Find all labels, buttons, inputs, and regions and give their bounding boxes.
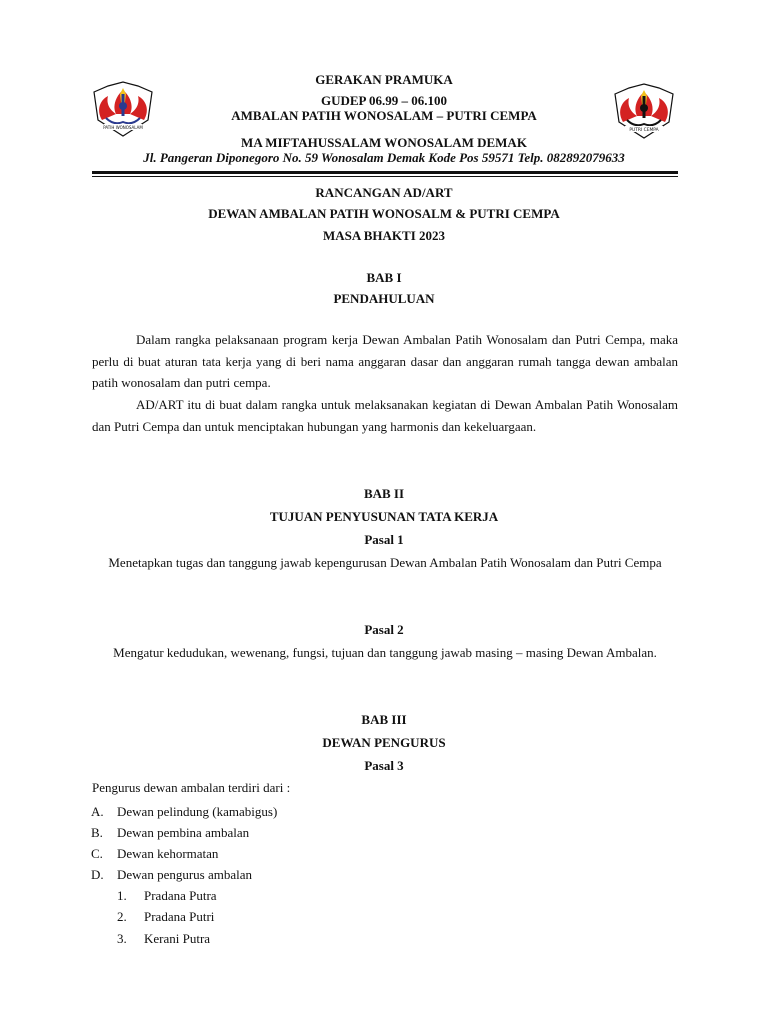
list-text: Dewan pengurus ambalan	[117, 867, 253, 882]
pasal1-text: Menetapkan tugas dan tanggung jawab kepengurusan Dewan Ambalan Patih Wonosalam dan Putri Cempa	[108, 555, 662, 570]
pasal2-title: Pasal 2	[364, 622, 404, 637]
list-text: Dewan pelindung (kamabigus)	[117, 804, 278, 819]
sub-list-marker: 3.	[117, 931, 127, 946]
bab3-heading: BAB III	[361, 712, 407, 727]
header-divider-thin	[92, 176, 678, 177]
bab2-subheading: TUJUAN PENYUSUNAN TATA KERJA	[269, 509, 499, 524]
svg-text:PUTRI CEMPA: PUTRI CEMPA	[629, 128, 659, 133]
list-item	[91, 867, 252, 883]
pasal2-text: Mengatur kedudukan, wewenang, fungsi, tujuan dan tanggung jawab masing – masing Dewan Ambalan.	[113, 645, 657, 660]
list-text: Dewan kehormatan	[117, 846, 219, 861]
doc-subtitle: DEWAN AMBALAN PATIH WONOSALM & PUTRI CEMPA	[208, 206, 560, 221]
header-divider-thick	[92, 171, 678, 174]
org-name: GERAKAN PRAMUKA	[315, 72, 453, 87]
sub-list-marker: 1.	[117, 888, 127, 903]
list-text: Dewan pembina ambalan	[117, 825, 250, 840]
sub-list-marker: 2.	[117, 909, 127, 924]
bab2-heading: BAB II	[363, 486, 405, 501]
gudep-number: GUDEP 06.99 – 06.100	[320, 93, 448, 108]
doc-title: RANCANGAN AD/ART	[315, 185, 453, 200]
list-marker: A.	[91, 804, 104, 819]
sub-list-item	[117, 931, 210, 947]
bab1-paragraph-2: AD/ART itu di buat dalam rangka untuk melaksanakan kegiatan di Dewan Ambalan Patih Wonosalam dan Putri Cempa dan untuk menciptakan hubungan yang harmonis dan kekeluargaan.	[92, 397, 678, 434]
pasal1-title: Pasal 1	[364, 532, 404, 547]
list-item	[91, 846, 218, 862]
school-name: MA MIFTAHUSSALAM WONOSALAM DEMAK	[241, 135, 527, 150]
bab1-heading: BAB I	[366, 270, 402, 285]
list-marker: B.	[91, 825, 103, 840]
sub-list-text: Pradana Putri	[144, 909, 215, 924]
sub-list-text: Pradana Putra	[144, 888, 217, 903]
sub-list-text: Kerani Putra	[144, 931, 211, 946]
sub-list-item	[117, 909, 214, 925]
ambalan-name: AMBALAN PATIH WONOSALAM – PUTRI CEMPA	[231, 108, 537, 123]
list-item	[91, 825, 249, 841]
doc-period: MASA BHAKTI 2023	[322, 228, 446, 243]
list-item	[91, 804, 277, 820]
pasal3-intro: Pengurus dewan ambalan terdiri dari :	[92, 780, 291, 795]
school-address: Jl. Pangeran Diponegoro No. 59 Wonosalam Demak Kode Pos 59571 Telp. 082892079633	[143, 150, 625, 165]
svg-text:PATIH WONOSALAM: PATIH WONOSALAM	[103, 125, 143, 130]
bab1-paragraph-1: Dalam rangka pelaksanaan program kerja Dewan Ambalan Patih Wonosalam dan Putri Cempa, maka perlu di buat aturan tata kerja yang di beri nama anggaran dasar dan anggaran rumah tangga dewan ambalan patih wonosalam dan putri cempa.	[92, 332, 678, 390]
pasal3-title: Pasal 3	[364, 758, 404, 773]
list-marker: C.	[91, 846, 103, 861]
sub-list-item	[117, 888, 217, 904]
bab3-subheading: DEWAN PENGURUS	[322, 735, 446, 750]
list-marker: D.	[91, 867, 104, 882]
bab1-subheading: PENDAHULUAN	[333, 291, 435, 306]
